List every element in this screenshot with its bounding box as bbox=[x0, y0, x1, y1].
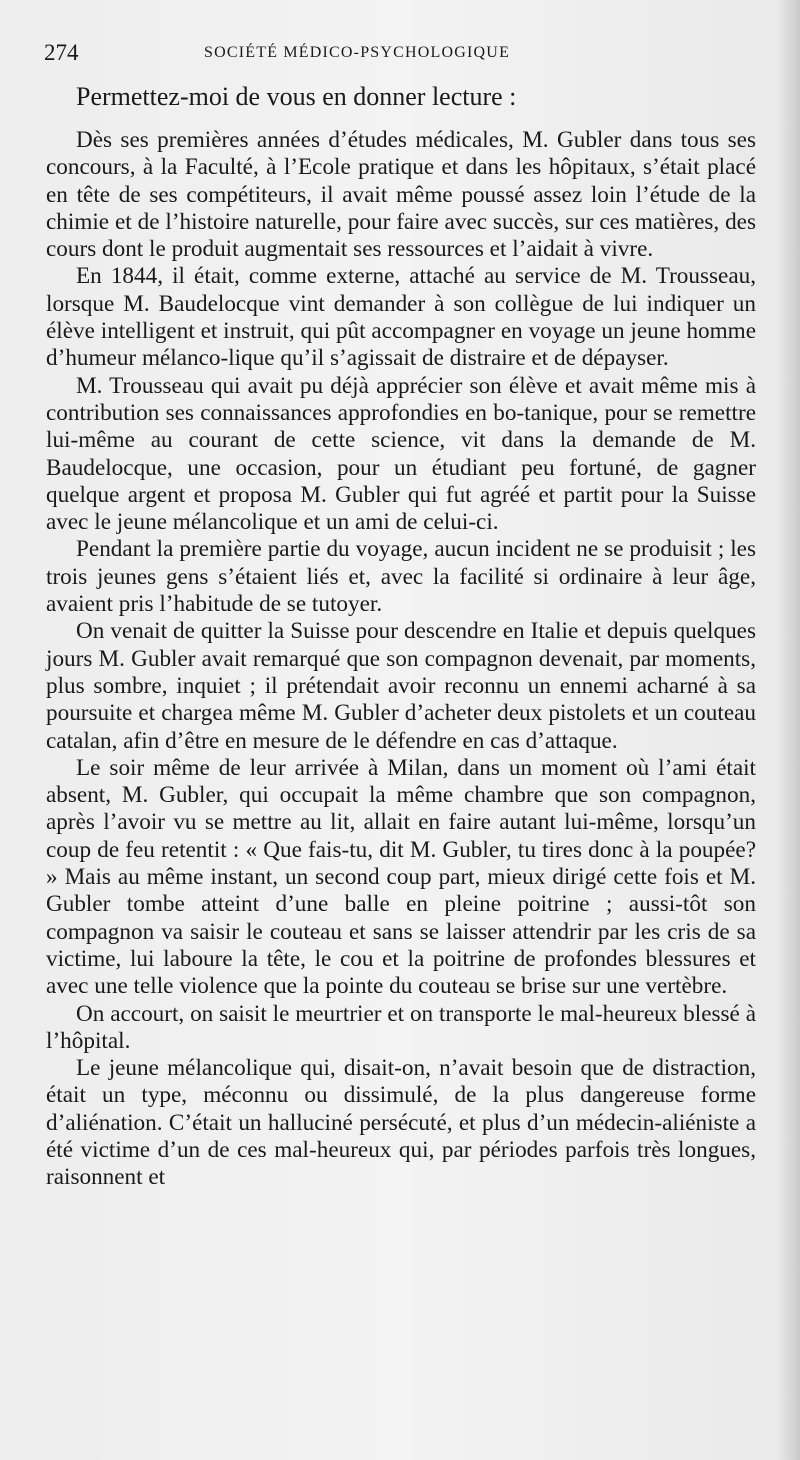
paragraph-4: Pendant la première partie du voyage, aucun incident ne se produisit ; les trois jeunes gens s’étaient liés et, avec la facilité si ordinaire à leur âge, avaient pris l’habitude de se tutoyer. bbox=[46, 536, 756, 618]
body-text bbox=[46, 82, 756, 1192]
paragraph-5: On venait de quitter la Suisse pour descendre en Italie et depuis quelques jours M. Gubler avait remarqué que son compagnon devenait, par moments, plus sombre, inquiet ; il prétendait avoir reconnu un ennemi acharné à sa poursuite et chargea même M. Gubler d’acheter deux pistolets et un couteau catalan, afin d’être en mesure de le défendre en cas d’attaque. bbox=[46, 618, 756, 754]
paragraph-7: On accourt, on saisit le meurtrier et on transporte le mal-heureux blessé à l’hôpital. bbox=[46, 1000, 756, 1054]
paragraph-3: M. Trousseau qui avait pu déjà apprécier son élève et avait même mis à contribution ses connaissances approfondies en bo-tanique, pour se remettre lui-même au courant de cette science, vit dans la demande de M. Baudelocque, une occasion, pour un étudiant peu fortuné, de gagner quelque argent et proposa M. Gubler qui fut agréé et partit pour la Suisse avec le jeune mélancolique et un ami de celui-ci. bbox=[46, 372, 756, 536]
paragraph-8: Le jeune mélancolique qui, disait-on, n’avait besoin que de distraction, était un type, méconnu ou dissimulé, de la plus dangereuse forme d’aliénation. C’était un halluciné persécuté, et plus d’un médecin-aliéniste a été victime d’un de ces mal-heureux qui, par périodes parfois très longues, raisonnent et bbox=[46, 1055, 756, 1191]
intro-line: Permettez-moi de vous en donner lecture : bbox=[76, 82, 517, 111]
page-number: 274 bbox=[44, 40, 79, 65]
paragraph-2: En 1844, il était, comme externe, attaché au service de M. Trousseau, lorsque M. Baudelocque vint demander à son collègue de lui indiquer un élève intelligent et instruit, qui pût accompagner en voyage un jeune homme d’humeur mélanco-lique qu’il s’agissait de distraire et de dépayser. bbox=[46, 263, 756, 372]
running-head: SOCIÉTÉ MÉDICO-PSYCHOLOGIQUE bbox=[204, 44, 511, 61]
paragraph-1: Dès ses premières années d’études médicales, M. Gubler dans tous ses concours, à la Faculté, à l’Ecole pratique et dans les hôpitaux, s’était placé en tête de ses compétiteurs, il avait même poussé assez loin l’étude de la chimie et de l’histoire naturelle, pour faire avec succès, sur ces matières, des cours dont le produit augmentait ses ressources et l’aidait à vivre. bbox=[46, 127, 756, 263]
paragraph-6: Le soir même de leur arrivée à Milan, dans un moment où l’ami était absent, M. Gubler, qui occupait la même chambre que son compagnon, après l’avoir vu se mettre au lit, allait en faire autant lui-même, lorsqu’un coup de feu retentit : « Que fais-tu, dit M. Gubler, tu tires donc à la poupée? » Mais au même instant, un second coup part, mieux dirigé cette fois et M. Gubler tombe atteint d’une balle en pleine poitrine ; aussi-tôt son compagnon va saisir le couteau et sans se laisser attendrir par les cris de sa victime, lui laboure la tête, le cou et la poitrine de profondes blessures et avec une telle violence que la pointe du couteau se brise sur une vertèbre. bbox=[46, 754, 756, 1000]
page-header bbox=[44, 40, 760, 68]
